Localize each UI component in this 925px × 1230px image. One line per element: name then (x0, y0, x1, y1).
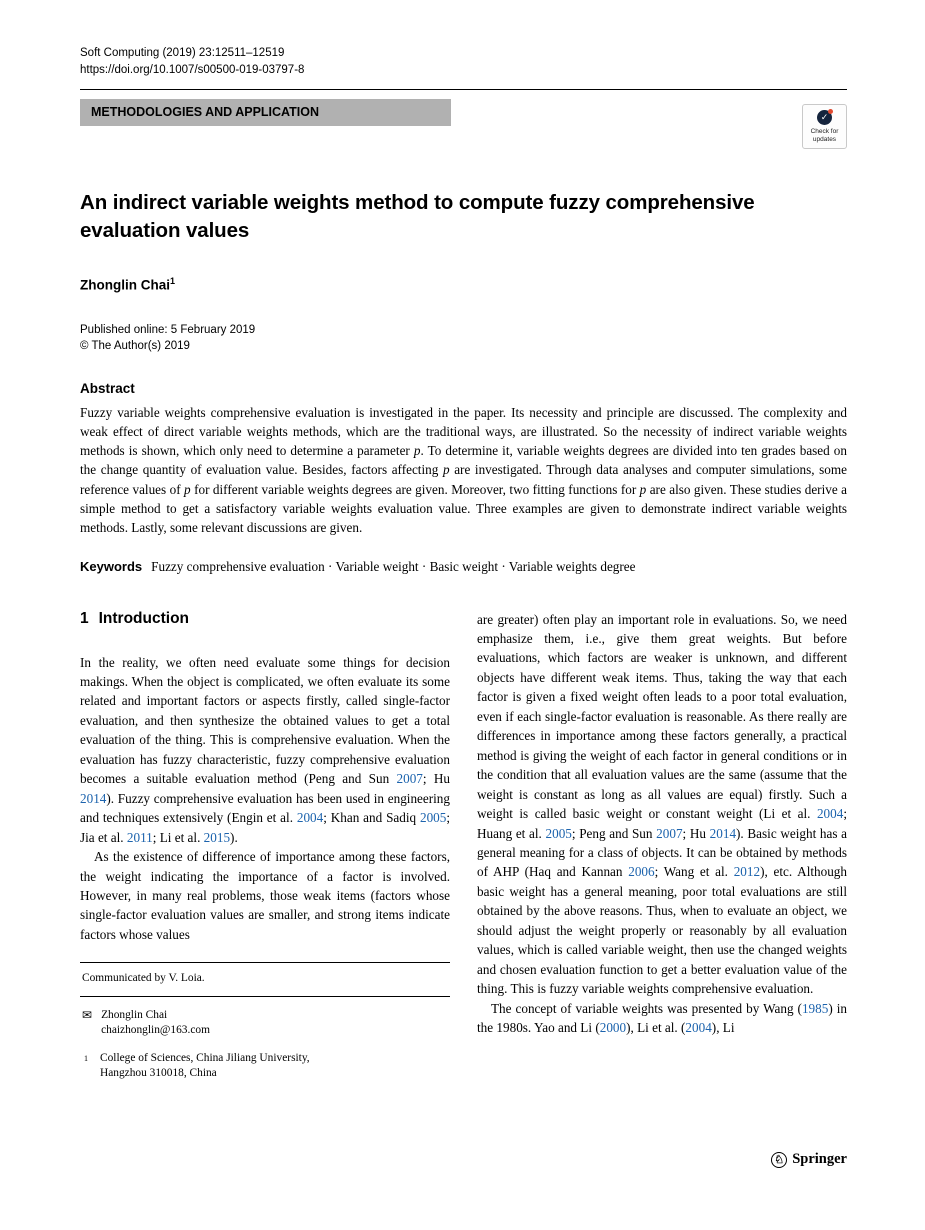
text-run: ; Khan and Sadiq (323, 810, 420, 826)
affiliation-note (80, 1051, 450, 1081)
citation-link[interactable]: 2005 (419, 810, 447, 826)
citation-link[interactable]: 2007 (396, 771, 423, 787)
left-column (80, 610, 450, 1082)
article-title: An indirect variable weights method to compute fuzzy comprehensive evaluation values (80, 191, 755, 242)
text-run: for different variable weights degrees are given. Moreover, two fitting functions for (190, 481, 640, 497)
citation-link[interactable]: 1985 (801, 1000, 829, 1016)
text-run: are also given. These studies derive a simple method to get a satisfactory variable weights evaluation value. Three examples are given to demonstrate indirect variable weights methods. Lastly, some relevant discussions are given. (80, 481, 847, 536)
text-run: ) in the 1980s. Yao and Li ( (477, 1000, 847, 1036)
citation-link[interactable]: 2005 (545, 825, 572, 841)
header-rule (80, 89, 847, 90)
body-columns (80, 610, 847, 1082)
paragraph (477, 610, 847, 999)
springer-logo (771, 1151, 847, 1168)
text-run: are investigated. Through data analyses and computer simulations, some reference values of (80, 462, 847, 497)
citation-link[interactable]: 2004 (816, 806, 844, 822)
keywords-line (80, 558, 847, 576)
text-run: ). Basic weight has a general meaning for a class of objects. It can be obtained by methods of AHP (Haq and Kannan (477, 825, 848, 880)
text-run: Fuzzy variable weights comprehensive evaluation is investigated in the paper. Its necessity and principle are discussed. The complexity and weak effect of direct variable weights methods, which are the traditional ways, are illustrated. So the necessity of indirect variable weights methods is shown, which only need to determine a parameter (80, 404, 847, 459)
citation-link[interactable]: 2007 (656, 825, 683, 841)
paragraph (80, 847, 450, 944)
italic-text: p (639, 481, 647, 497)
published-date: Published online: 5 February 2019 (80, 323, 256, 336)
abstract-section (80, 381, 847, 538)
text-run: ; Peng and Sun (571, 825, 657, 841)
text-run: ; Huang et al. (477, 806, 847, 841)
text-run: are greater) often play an important role in evaluations. So, we need emphasize them, i.e., give them great weights. But before evaluations, which factors are weaker is unknown, and different objects have different weak items. Thus, taking the way that each factor is given a fixed weight often leads to a poor total evaluation, even if each single-factor evaluation is reasonable. As there really are differences in importance among these factors generally, a practical method is giving the weight of each factor in general conditions or in the condition that all evaluation values are the same (assume that the weight is constant as long as all values are equal) firstly. Such a weight is called basic weight or constant weight (Li et al. (477, 611, 847, 822)
text-run: ; Jia et al. (80, 810, 451, 845)
copyright-line: © The Author(s) 2019 (80, 339, 190, 352)
affiliation-sup: 1 (84, 1054, 88, 1064)
keywords-text: Fuzzy comprehensive evaluation · Variable weight · Basic weight · Variable weights degree (151, 558, 636, 574)
text-run: The concept of variable weights was presented by Wang ( (491, 1000, 802, 1016)
text-run: ), Li et al. ( (626, 1020, 686, 1036)
abstract-heading: Abstract (80, 380, 135, 396)
citation-link[interactable]: 2014 (709, 825, 737, 841)
text-run: . To determine it, variable weights degrees are divided into ten grades based on the change quantity of evaluation value. Besides, factors affecting (80, 443, 847, 478)
text-run: ; Hu (422, 771, 451, 787)
springer-horse-icon: ♘ (771, 1152, 787, 1168)
right-column (477, 610, 847, 1082)
text-run: As the existence of difference of importance among these factors, the weight indicating the importance of a factor is involved. However, in many real problems, those weak items (factors whose single-factor evaluation values are smaller, and strong items indicate factors whose values (80, 849, 450, 942)
doi-link[interactable]: https://doi.org/10.1007/s00500-019-03797-8 (80, 63, 305, 76)
left-column-text (80, 653, 450, 945)
text-run: ). (230, 829, 238, 845)
corresponding-author (101, 1008, 210, 1038)
publication-info (80, 322, 847, 354)
italic-text: p (413, 443, 421, 459)
author-name: Zhonglin Chai$^1$ (80, 276, 176, 293)
abstract-text (80, 403, 847, 538)
section-number: 1 (80, 609, 89, 627)
italic-text: p (442, 462, 450, 478)
paragraph (80, 653, 450, 848)
communicated-by-note: Communicated by V. Loia. (82, 972, 205, 985)
text-run: ), etc. Although basic weight has a general meaning, poor total evaluations are still obtained by the above reasons. Thus, when to evaluate an object, we should adjust the weight properly or reasonably by all evaluation values, which is called variable weight, then use the changed weights and chosen evaluation function to get a better evaluation value of the thing. This is fuzzy variable weights comprehensive evaluation. (477, 864, 847, 997)
citation-link[interactable]: 2012 (733, 864, 761, 880)
check-for-updates-badge[interactable] (802, 104, 847, 149)
text-run: ; Li et al. (152, 829, 204, 845)
methodologies-banner: METHODOLOGIES AND APPLICATION (80, 99, 451, 126)
section-title: Introduction (98, 609, 190, 627)
footnote-block (80, 944, 450, 1081)
springer-wordmark: Springer (792, 1151, 847, 1167)
envelope-icon: ✉ (82, 1008, 93, 1023)
text-run: ), Li (711, 1020, 735, 1036)
corresponding-author-name: Zhonglin Chai (101, 1009, 168, 1022)
citation-link[interactable]: 2004 (296, 810, 324, 826)
corresponding-author-email[interactable]: chaizhonglin@163.com (101, 1024, 210, 1037)
keywords-heading: Keywords (80, 558, 143, 574)
crossmark-icon: ✓ (817, 110, 832, 125)
journal-line: Soft Computing (2019) 23:12511–12519 (80, 47, 285, 59)
corresponding-author-note (80, 1008, 450, 1038)
citation-link[interactable]: 2000 (599, 1020, 627, 1036)
citation-link[interactable]: 2006 (628, 864, 655, 880)
paragraph (477, 999, 847, 1038)
affiliation-text: College of Sciences, China Jiliang University, Hangzhou 310018, China (100, 1052, 310, 1080)
check-badge-label: Check for updates (810, 128, 839, 143)
text-run: In the reality, we often need evaluate some things for decision makings. When the object is complicated, we often evaluate its some related and important factors or aspects firstly, called single-factor evaluation, and then synthesize the obtained values to get a total evaluation of the thing. This is comprehensive evaluation. When the evaluation has fuzzy characteristic, fuzzy comprehensive evaluation becomes a suitable evaluation method (Peng and Sun (80, 654, 450, 787)
text-run: ; Wang et al. (654, 864, 734, 880)
intro-heading (80, 610, 450, 628)
author-affiliation-sup: 1 (170, 276, 176, 286)
text-run: ; Hu (682, 825, 710, 841)
citation-link[interactable]: 2014 (80, 790, 107, 806)
banner-row (80, 99, 847, 149)
text-run: ). Fuzzy comprehensive evaluation has been used in engineering and techniques extensively (Engin et al. (80, 790, 450, 826)
footnote-rule-bottom (80, 996, 450, 997)
citation-link[interactable]: 2015 (203, 829, 231, 845)
citation-link[interactable]: 2004 (685, 1020, 712, 1036)
right-column-text (477, 610, 847, 1038)
citation-link[interactable]: 2011 (126, 829, 153, 845)
italic-text: p (184, 481, 191, 497)
